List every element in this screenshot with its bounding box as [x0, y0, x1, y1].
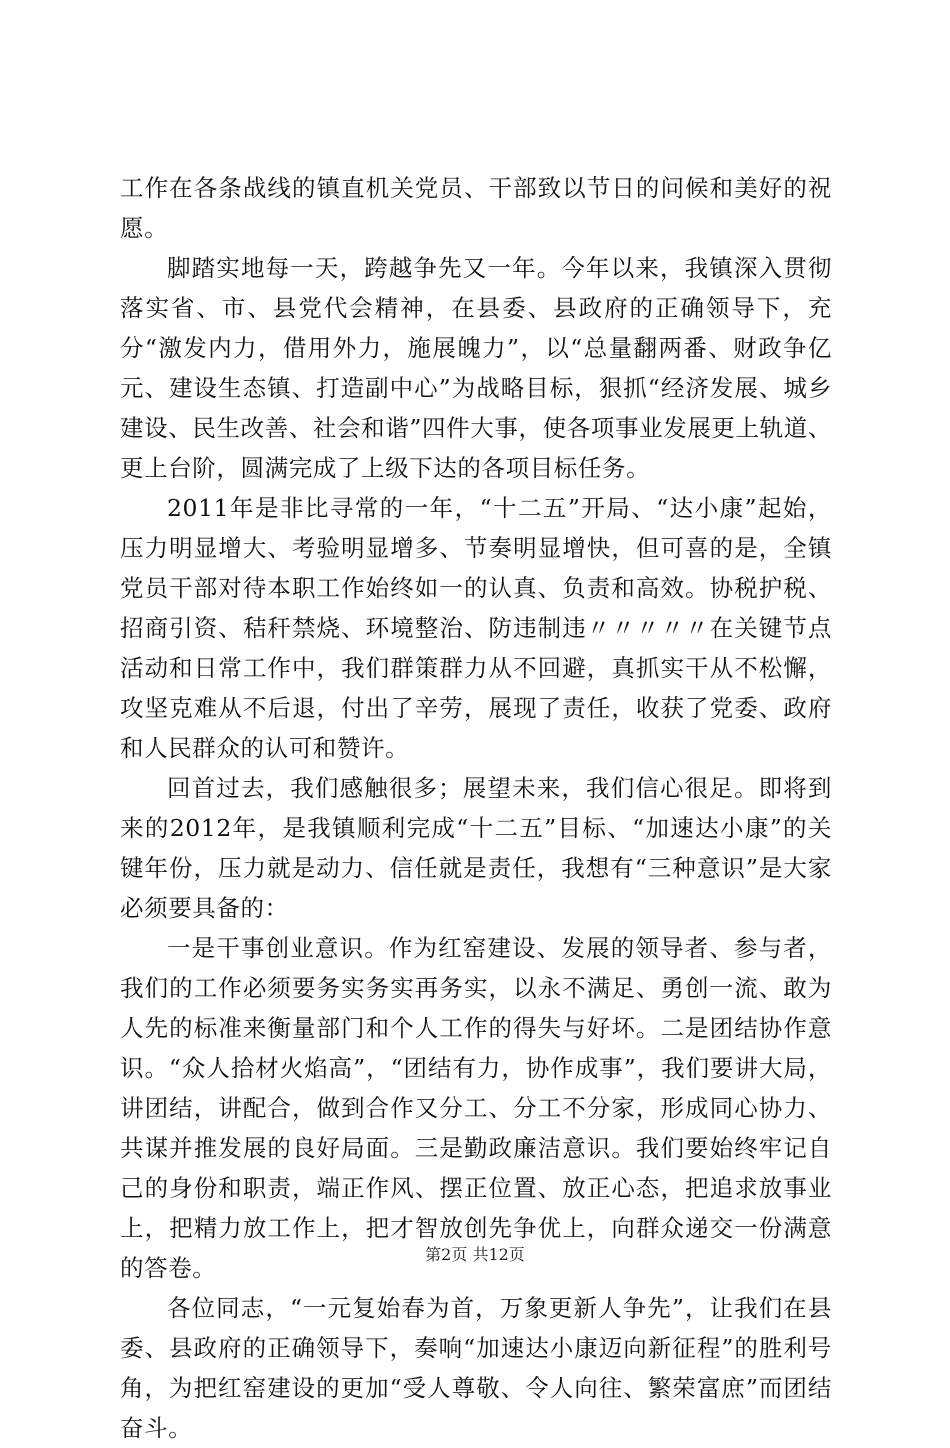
paragraph-5: 一是干事创业意识。作为红窑建设、发展的领导者、参与者，我们的工作必须要务实务实再务实，以永不满足、勇创一流、敢为人先的标准来衡量部门和个人工作的得失与好坏。二是团结协作意识。“众人拾材火焰高”，“团结有力，协作成事”，我们要讲大局，讲团结，讲配合，做到合作又分工、分工不分家，形成同心协力、共谋并推发展的良好局面。三是勤政廉洁意识。我们要始终牢记自己的身份和职责，端正作风、摆正位置、放正心态，把追求放事业上，把精力放工作上，把才智放创先争优上，向群众递交一份满意的答卷。 [120, 934, 832, 1282]
page-number-footer: 第2页 共12页 [425, 1245, 525, 1264]
paragraph-6: 各位同志，“一元复始春为首，万象更新人争先”，让我们在县委、县政府的正确领导下，奏响“加速达小康迈向新征程”的胜利号角，为把红窑建设的更加“受人尊敬、令人向往、繁荣富庶”而团结奋斗。 [120, 1294, 832, 1442]
paragraph-3: 2011年是非比寻常的一年，“十二五”开局、“达小康”起始，压力明显增大、考验明显增多、节奏明显增快，但可喜的是，全镇党员干部对待本职工作始终如一的认真、负责和高效。协税护税、招商引资、秸秆禁烧、环境整治、防违制违〃〃〃〃〃在关键节点活动和日常工作中，我们群策群力从不回避，真抓实干从不松懈，攻坚克难从不后退，付出了辛劳，展现了责任，收获了党委、政府和人民群众的认可和赞许。 [120, 494, 832, 762]
paragraph-2: 脚踏实地每一天，跨越争先又一年。今年以来，我镇深入贯彻落实省、市、县党代会精神，在县委、县政府的正确领导下，充分“激发内力，借用外力，施展魄力”，以“总量翻两番、财政争亿元、建设生态镇、打造副中心”为战略目标，狠抓“经济发展、城乡建设、民生改善、社会和谐”四件大事，使各项事业发展更上轨道、更上台阶，圆满完成了上级下达的各项目标任务。 [120, 254, 832, 482]
paragraph-1: 工作在各条战线的镇直机关党员、干部致以节日的问候和美好的祝愿。 [120, 174, 832, 242]
paragraph-4: 回首过去，我们感触很多；展望未来，我们信心很足。即将到来的2012年，是我镇顺利完成“十二五”目标、“加速达小康”的关键年份，压力就是动力、信任就是责任，我想有“三种意识”是大家必须要具备的： [120, 774, 832, 922]
